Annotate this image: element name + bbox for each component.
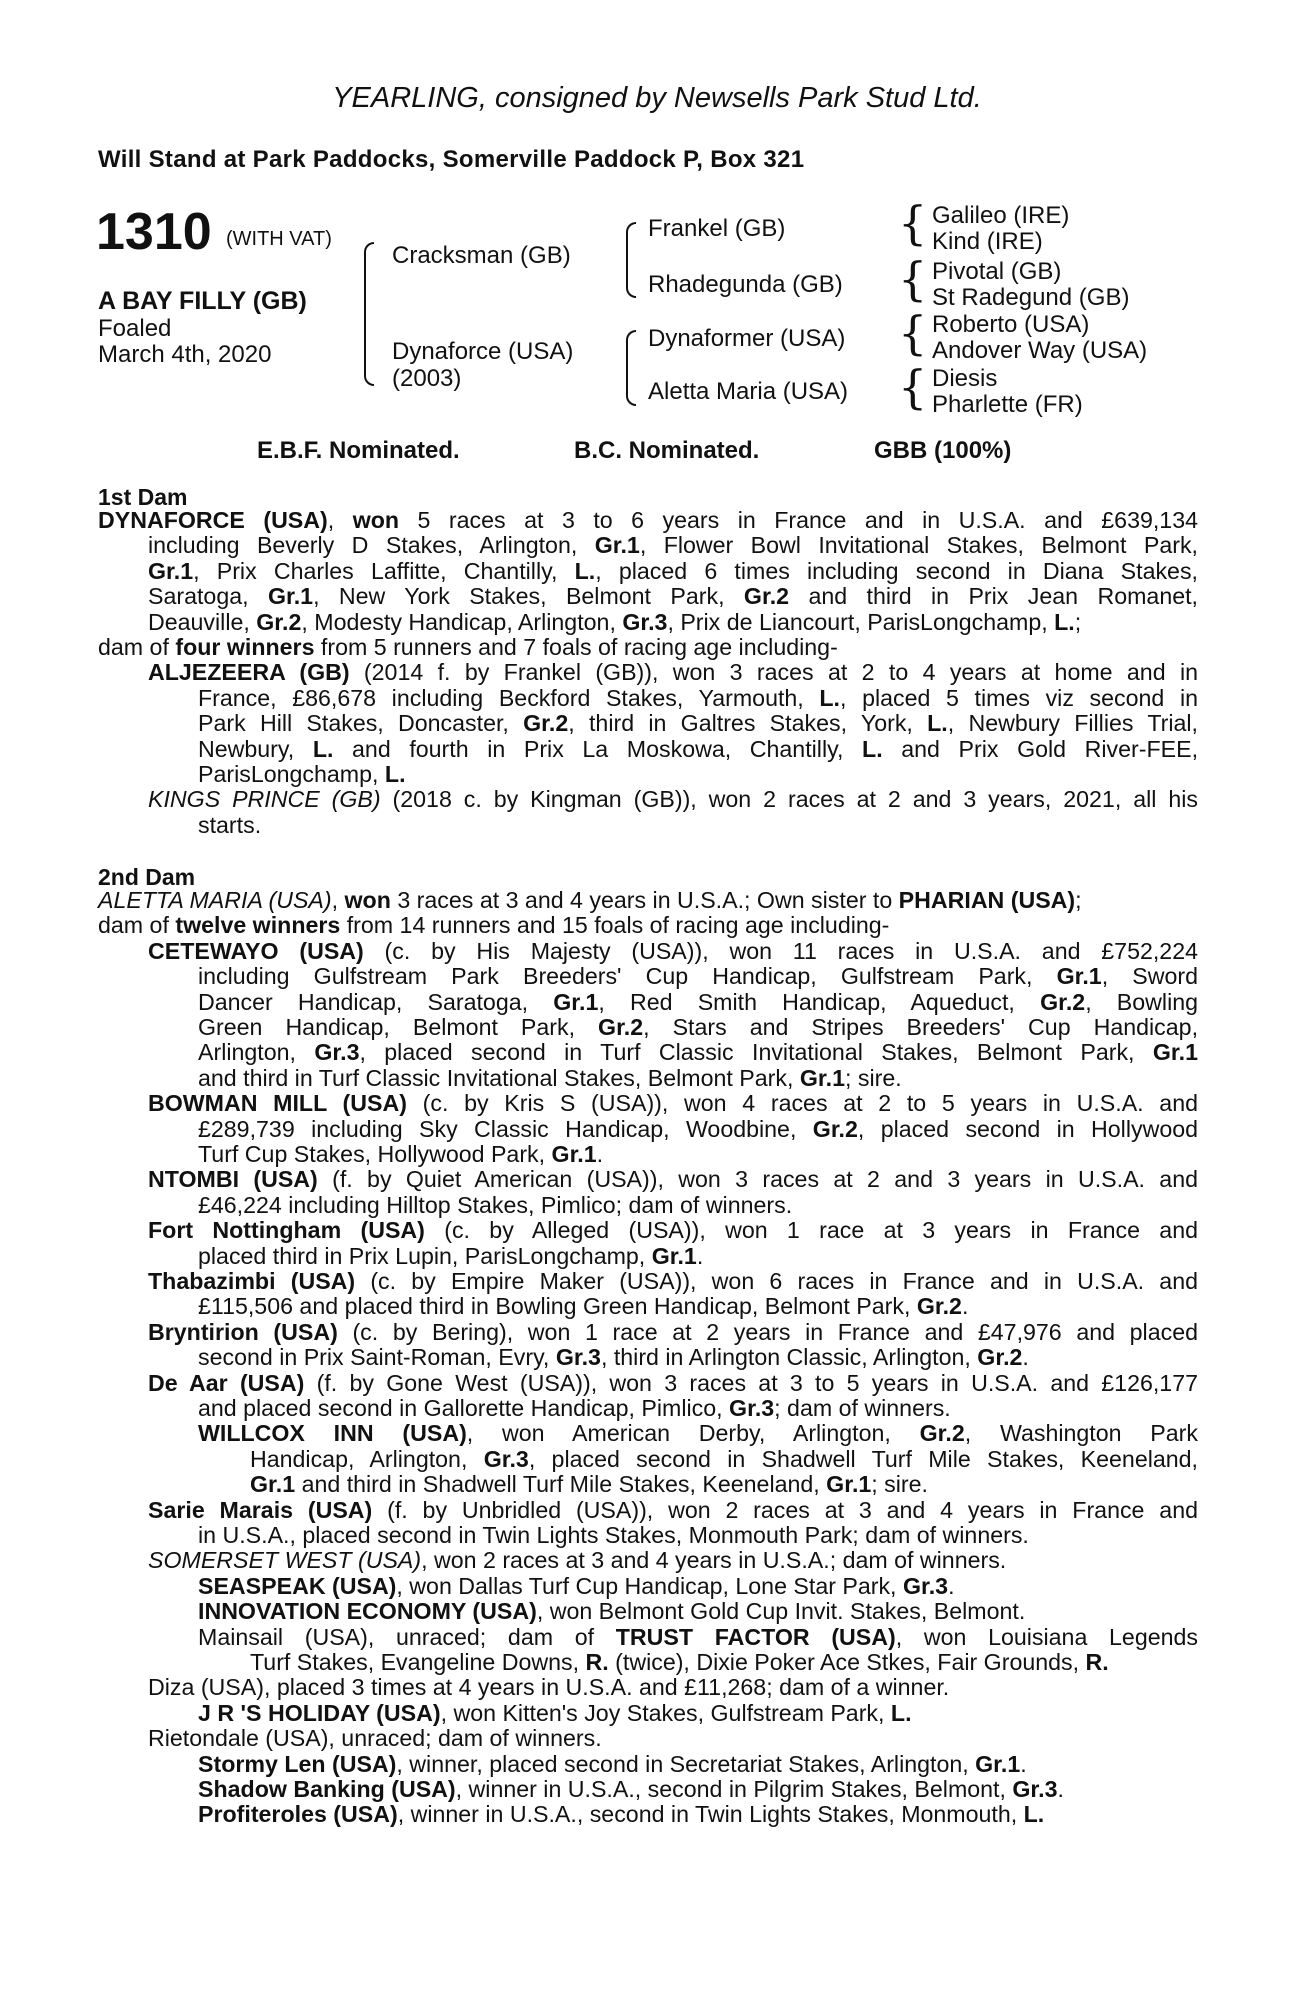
gen3-name: Kind (IRE) bbox=[932, 228, 1043, 255]
ebf-tag: E.B.F. Nominated. bbox=[257, 437, 460, 464]
pedigree-text-line: Bryntirion (USA) (c. by Bering), won 1 race at 2 years in France and £47,976 and placed bbox=[148, 1318, 1198, 1345]
pedigree-text-line: Arlington, Gr.3, placed second in Turf Classic Invitational Stakes, Belmont Park, Gr.1 bbox=[198, 1039, 1198, 1066]
pedigree-text-line: Turf Cup Stakes, Hollywood Park, Gr.1. bbox=[198, 1141, 604, 1167]
gen3-name: Andover Way (USA) bbox=[932, 337, 1148, 364]
pedigree-text-line: Handicap, Arlington, Gr.3, placed second in Shadwell Turf Mile Stakes, Keeneland, bbox=[250, 1445, 1198, 1472]
pedigree-text-line: France, £86,678 including Beckford Stakes, Yarmouth, L., placed 5 times viz second in bbox=[198, 684, 1198, 711]
pedigree-text-line: ALETTA MARIA (USA), won 3 races at 3 and 4 years in U.S.A.; Own sister to PHARIAN (USA); bbox=[98, 887, 1082, 913]
pedigree-text-line: £46,224 including Hilltop Stakes, Pimlico; dam of winners. bbox=[198, 1191, 793, 1218]
foaled-label: Foaled bbox=[98, 315, 172, 342]
pedigree-text-line: dam of twelve winners from 14 runners and 15 foals of racing age including- bbox=[98, 912, 890, 939]
bc-tag: B.C. Nominated. bbox=[574, 437, 760, 464]
pedigree-brace: { bbox=[898, 252, 928, 306]
second-dam-heading: 2nd Dam bbox=[98, 864, 196, 890]
pedigree-text-line: Newbury, L. and fourth in Prix La Moskowa, Chantilly, L. and Prix Gold River-FEE, bbox=[198, 735, 1199, 762]
dam-year: (2003) bbox=[392, 365, 462, 392]
dam-name: Dynaforce (USA) bbox=[392, 338, 574, 365]
pedigree-text-line: Rietondale (USA), unraced; dam of winners. bbox=[148, 1725, 602, 1752]
pedigree-text-line: SOMERSET WEST (USA), won 2 races at 3 and 4 years in U.S.A.; dam of winners. bbox=[148, 1547, 1007, 1574]
pedigree-text-line: Gr.1 and third in Shadwell Turf Mile Stakes, Keeneland, Gr.1; sire. bbox=[250, 1471, 928, 1498]
pedigree-text-line: Profiteroles (USA), winner in U.S.A., second in Twin Lights Stakes, Monmouth, L. bbox=[198, 1801, 1045, 1828]
dam-sire-name: Dynaformer (USA) bbox=[648, 325, 846, 352]
pedigree-text-line: Dancer Handicap, Saratoga, Gr.1, Red Smith Handicap, Aqueduct, Gr.2, Bowling bbox=[198, 988, 1199, 1015]
foaled-date: March 4th, 2020 bbox=[98, 341, 272, 368]
pedigree-brace: { bbox=[898, 306, 928, 360]
pedigree-text-line: Park Hill Stakes, Doncaster, Gr.2, third in Galtres Stakes, York, L., Newbury Fillies Trial, bbox=[198, 710, 1198, 737]
pedigree-brace bbox=[626, 330, 636, 406]
pedigree-text-line: Mainsail (USA), unraced; dam of TRUST FACTOR (USA), won Louisiana Legends bbox=[198, 1623, 1199, 1650]
pedigree-text-line: KINGS PRINCE (GB) (2018 c. by Kingman (GB)), won 2 races at 2 and 3 years, 2021, all his bbox=[148, 786, 1198, 813]
first-dam-heading: 1st Dam bbox=[98, 484, 188, 510]
pedigree-text-line: WILLCOX INN (USA), won American Derby, Arlington, Gr.2, Washington Park bbox=[198, 1420, 1198, 1447]
dam-dam-name: Aletta Maria (USA) bbox=[648, 378, 849, 405]
lot-title: A BAY FILLY (GB) bbox=[98, 287, 307, 315]
pedigree-text-line: Shadow Banking (USA), winner in U.S.A., second in Pilgrim Stakes, Belmont, Gr.3. bbox=[198, 1776, 1064, 1802]
stand-location: Will Stand at Park Paddocks, Somerville Paddock P, Box 321 bbox=[98, 146, 805, 173]
gen3-name: Galileo (IRE) bbox=[932, 202, 1070, 229]
pedigree-text-line: ParisLongchamp, L. bbox=[198, 761, 406, 787]
gen3-name: Pharlette (FR) bbox=[932, 391, 1083, 418]
sire-name: Cracksman (GB) bbox=[392, 242, 571, 269]
pedigree-text-line: Turf Stakes, Evangeline Downs, R. (twice), Dixie Poker Ace Stkes, Fair Grounds, R. bbox=[250, 1649, 1109, 1675]
pedigree-brace bbox=[626, 222, 636, 298]
pedigree-text-line: including Gulfstream Park Breeders' Cup Handicap, Gulfstream Park, Gr.1, Sword bbox=[198, 963, 1198, 990]
gen3-name: Diesis bbox=[932, 365, 998, 392]
gen3-name: Pivotal (GB) bbox=[932, 258, 1062, 285]
gen3-name: Roberto (USA) bbox=[932, 311, 1090, 338]
pedigree-text-line: ALJEZEERA (GB) (2014 f. by Frankel (GB)), won 3 races at 2 to 4 years at home and in bbox=[148, 659, 1198, 686]
pedigree-text-line: Diza (USA), placed 3 times at 4 years in U.S.A. and £11,268; dam of a winner. bbox=[148, 1674, 950, 1701]
lot-number: 1310 bbox=[96, 203, 212, 261]
pedigree-text-line: starts. bbox=[198, 811, 262, 838]
pedigree-text-line: dam of four winners from 5 runners and 7 foals of racing age including- bbox=[98, 634, 838, 660]
vat-note: (WITH VAT) bbox=[226, 228, 332, 250]
pedigree-text-line: Thabazimbi (USA) (c. by Empire Maker (USA)), won 6 races in France and in U.S.A. and bbox=[148, 1268, 1198, 1294]
pedigree-text-line: De Aar (USA) (f. by Gone West (USA)), won 3 races at 3 to 5 years in U.S.A. and £126,177 bbox=[148, 1369, 1198, 1396]
pedigree-text-line: DYNAFORCE (USA), won 5 races at 3 to 6 years in France and in U.S.A. and £639,134 bbox=[98, 507, 1198, 533]
pedigree-text-line: SEASPEAK (USA), won Dallas Turf Cup Handicap, Lone Star Park, Gr.3. bbox=[198, 1572, 955, 1599]
pedigree-brace: { bbox=[898, 196, 928, 250]
pedigree-text-line: INNOVATION ECONOMY (USA), won Belmont Gold Cup Invit. Stakes, Belmont. bbox=[198, 1598, 1026, 1625]
pedigree-text-line: in U.S.A., placed second in Twin Lights Stakes, Monmouth Park; dam of winners. bbox=[198, 1522, 1029, 1548]
sire-sire-name: Frankel (GB) bbox=[648, 215, 786, 242]
pedigree-text-line: including Beverly D Stakes, Arlington, Gr.1, Flower Bowl Invitational Stakes, Belmont Park, bbox=[148, 532, 1198, 559]
pedigree-text-line: placed third in Prix Lupin, ParisLongchamp, Gr.1. bbox=[198, 1242, 704, 1269]
pedigree-brace: { bbox=[898, 360, 928, 414]
pedigree-text-line: and third in Turf Classic Invitational Stakes, Belmont Park, Gr.1; sire. bbox=[198, 1064, 902, 1091]
pedigree-text-line: NTOMBI (USA) (f. by Quiet American (USA)), won 3 races at 2 and 3 years in U.S.A. and bbox=[148, 1166, 1198, 1193]
pedigree-text-line: Green Handicap, Belmont Park, Gr.2, Stars and Stripes Breeders' Cup Handicap, bbox=[198, 1014, 1199, 1040]
pedigree-text-line: Stormy Len (USA), winner, placed second in Secretariat Stakes, Arlington, Gr.1. bbox=[198, 1750, 1027, 1777]
pedigree-text-line: £289,739 including Sky Classic Handicap, Woodbine, Gr.2, placed second in Hollywood bbox=[198, 1115, 1199, 1142]
pedigree-text-line: CETEWAYO (USA) (c. by His Majesty (USA)), won 11 races in U.S.A. and £752,224 bbox=[148, 937, 1198, 964]
pedigree-text-line: second in Prix Saint-Roman, Evry, Gr.3, third in Arlington Classic, Arlington, Gr.2. bbox=[198, 1344, 1029, 1371]
gen3-name: St Radegund (GB) bbox=[932, 284, 1130, 311]
pedigree-brace bbox=[364, 242, 374, 386]
pedigree-text-line: Gr.1, Prix Charles Laffitte, Chantilly, L., placed 6 times including second in Diana Stakes, bbox=[148, 557, 1198, 584]
pedigree-text-line: J R 'S HOLIDAY (USA), won Kitten's Joy Stakes, Gulfstream Park, L. bbox=[198, 1699, 912, 1726]
pedigree-text-line: £115,506 and placed third in Bowling Green Handicap, Belmont Park, Gr.2. bbox=[198, 1293, 969, 1320]
pedigree-text-line: and placed second in Gallorette Handicap, Pimlico, Gr.3; dam of winners. bbox=[198, 1395, 951, 1421]
gbb-tag: GBB (100%) bbox=[874, 437, 1012, 464]
pedigree-text-line: BOWMAN MILL (USA) (c. by Kris S (USA)), won 4 races at 2 to 5 years in U.S.A. and bbox=[148, 1090, 1198, 1117]
consignor-line: YEARLING, consigned by Newsells Park Stud Ltd. bbox=[332, 82, 982, 114]
pedigree-text-line: Sarie Marais (USA) (f. by Unbridled (USA)), won 2 races at 3 and 4 years in France and bbox=[148, 1496, 1198, 1523]
sire-dam-name: Rhadegunda (GB) bbox=[648, 271, 843, 298]
pedigree-text-line: Saratoga, Gr.1, New York Stakes, Belmont Park, Gr.2 and third in Prix Jean Romanet, bbox=[148, 583, 1198, 610]
pedigree-text-line: Deauville, Gr.2, Modesty Handicap, Arlington, Gr.3, Prix de Liancourt, ParisLongchamp, L.; bbox=[148, 608, 1082, 635]
pedigree-text-line: Fort Nottingham (USA) (c. by Alleged (USA)), won 1 race at 3 years in France and bbox=[148, 1217, 1198, 1244]
